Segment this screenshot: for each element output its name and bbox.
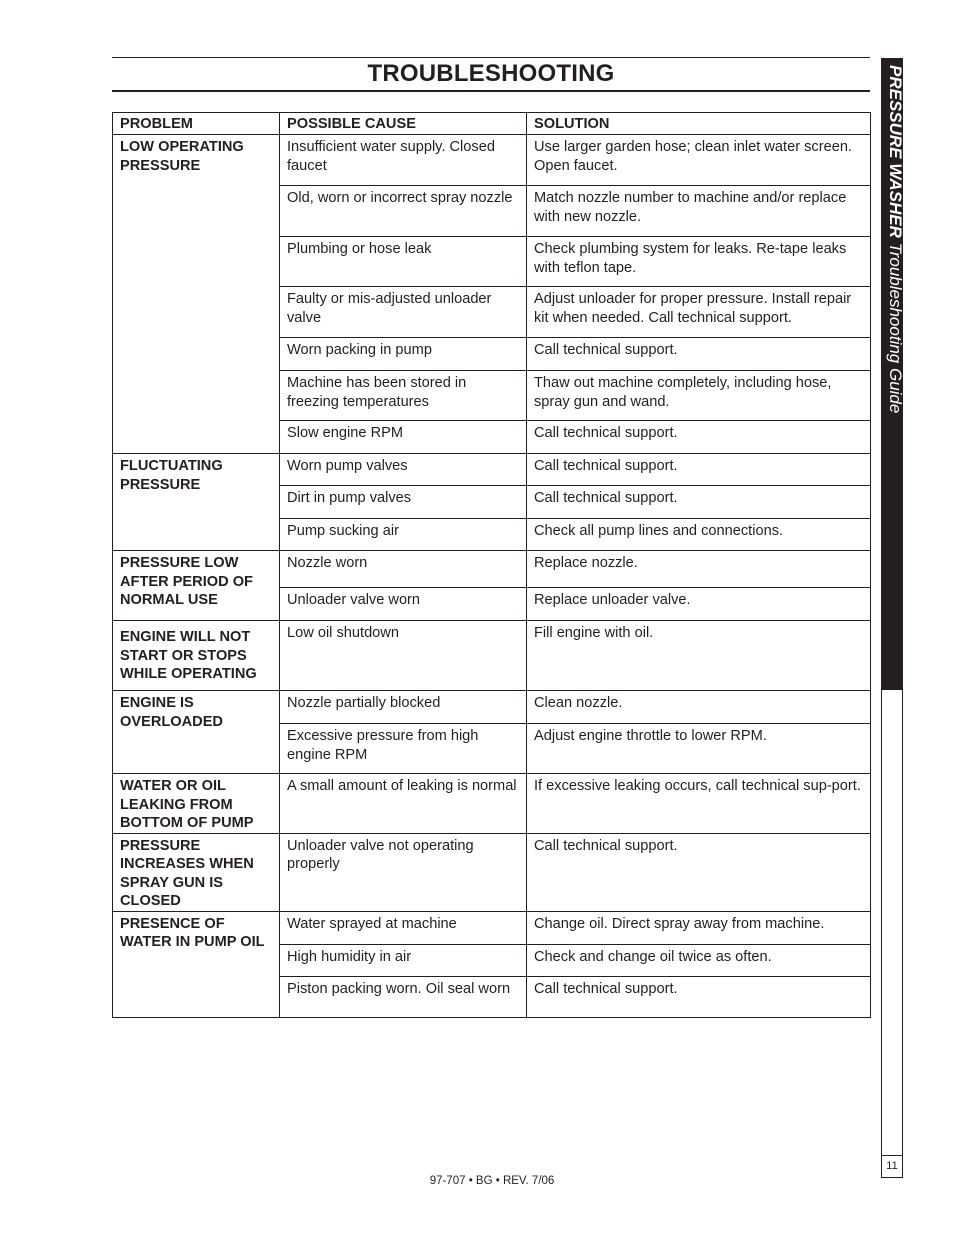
solution-cell: Call technical support. <box>527 833 871 911</box>
side-tab-bold: PRESSURE WASHER <box>886 65 905 238</box>
solution-cell: Check plumbing system for leaks. Re-tape leaks with teflon tape. <box>527 237 871 287</box>
solution-cell: Call technical support. <box>527 338 871 371</box>
solution-cell: Thaw out machine completely, including hose, spray gun and wand. <box>527 371 871 421</box>
problem-cell: FLUCTUATING PRESSURE <box>113 454 280 551</box>
cause-cell: Old, worn or incorrect spray nozzle <box>280 186 527 237</box>
side-tab-rest: Troubleshooting Guide <box>886 237 905 414</box>
cause-cell: Slow engine RPM <box>280 421 527 454</box>
side-tab-text <box>881 58 903 690</box>
cause-cell: Unloader valve not operating properly <box>280 833 527 911</box>
problem-cell: PRESSURE INCREASES WHEN SPRAY GUN IS CLOSED <box>113 833 280 911</box>
problem-cell: ENGINE IS OVERLOADED <box>113 691 280 774</box>
page-number: 11 <box>881 1155 903 1178</box>
cause-cell: Water sprayed at machine <box>280 911 527 944</box>
problem-cell: ENGINE WILL NOT START OR STOPS WHILE OPERATING <box>113 621 280 691</box>
solution-cell: Call technical support. <box>527 421 871 454</box>
header-possible-cause: POSSIBLE CAUSE <box>280 113 527 135</box>
cause-cell: Excessive pressure from high engine RPM <box>280 724 527 774</box>
cause-cell: Nozzle worn <box>280 551 527 588</box>
page-title: TROUBLESHOOTING <box>367 60 615 87</box>
solution-cell: If excessive leaking occurs, call technical sup-port. <box>527 774 871 834</box>
cause-cell: Worn pump valves <box>280 454 527 486</box>
cause-cell: Worn packing in pump <box>280 338 527 371</box>
solution-cell: Adjust engine throttle to lower RPM. <box>527 724 871 774</box>
solution-cell: Clean nozzle. <box>527 691 871 724</box>
header-problem: PROBLEM <box>113 113 280 135</box>
cause-cell: A small amount of leaking is normal <box>280 774 527 834</box>
footer-doc-code: 97-707 • BG • REV. 7/06 <box>429 1175 555 1187</box>
solution-cell: Match nozzle number to machine and/or replace with new nozzle. <box>527 186 871 237</box>
solution-cell: Replace nozzle. <box>527 551 871 588</box>
cause-cell: Machine has been stored in freezing temperatures <box>280 371 527 421</box>
problem-cell: WATER OR OIL LEAKING FROM BOTTOM OF PUMP <box>113 774 280 834</box>
cause-cell: Dirt in pump valves <box>280 486 527 519</box>
table-row <box>113 621 871 691</box>
table-row <box>113 833 871 911</box>
cause-cell: Insufficient water supply. Closed faucet <box>280 135 527 186</box>
solution-cell: Replace unloader valve. <box>527 588 871 621</box>
solution-cell: Check and change oil twice as often. <box>527 944 871 976</box>
header-solution: SOLUTION <box>527 113 871 135</box>
table-row <box>113 551 871 588</box>
solution-cell: Adjust unloader for proper pressure. Install repair kit when needed. Call technical support. <box>527 287 871 338</box>
table-row <box>113 135 871 186</box>
cause-cell: Plumbing or hose leak <box>280 237 527 287</box>
top-rule <box>112 57 870 58</box>
problem-cell: PRESENCE OF WATER IN PUMP OIL <box>113 911 280 1017</box>
cause-cell: High humidity in air <box>280 944 527 976</box>
cause-cell: Low oil shutdown <box>280 621 527 691</box>
solution-cell: Change oil. Direct spray away from machine. <box>527 911 871 944</box>
cause-cell: Unloader valve worn <box>280 588 527 621</box>
solution-cell: Call technical support. <box>527 454 871 486</box>
table-row <box>113 454 871 486</box>
solution-cell: Check all pump lines and connections. <box>527 519 871 551</box>
cause-cell: Pump sucking air <box>280 519 527 551</box>
table-row <box>113 691 871 724</box>
solution-cell: Call technical support. <box>527 486 871 519</box>
problem-cell: PRESSURE LOW AFTER PERIOD OF NORMAL USE <box>113 551 280 621</box>
table-header-row <box>113 113 871 135</box>
title-underline <box>112 90 870 92</box>
solution-cell: Call technical support. <box>527 976 871 1017</box>
troubleshooting-table <box>112 112 871 1018</box>
table-row <box>113 911 871 944</box>
side-margin-line <box>881 690 903 1175</box>
cause-cell: Piston packing worn. Oil seal worn <box>280 976 527 1017</box>
cause-cell: Nozzle partially blocked <box>280 691 527 724</box>
solution-cell: Fill engine with oil. <box>527 621 871 691</box>
cause-cell: Faulty or mis-adjusted unloader valve <box>280 287 527 338</box>
solution-cell: Use larger garden hose; clean inlet water screen. Open faucet. <box>527 135 871 186</box>
table-row <box>113 774 871 834</box>
problem-cell: LOW OPERATING PRESSURE <box>113 135 280 454</box>
